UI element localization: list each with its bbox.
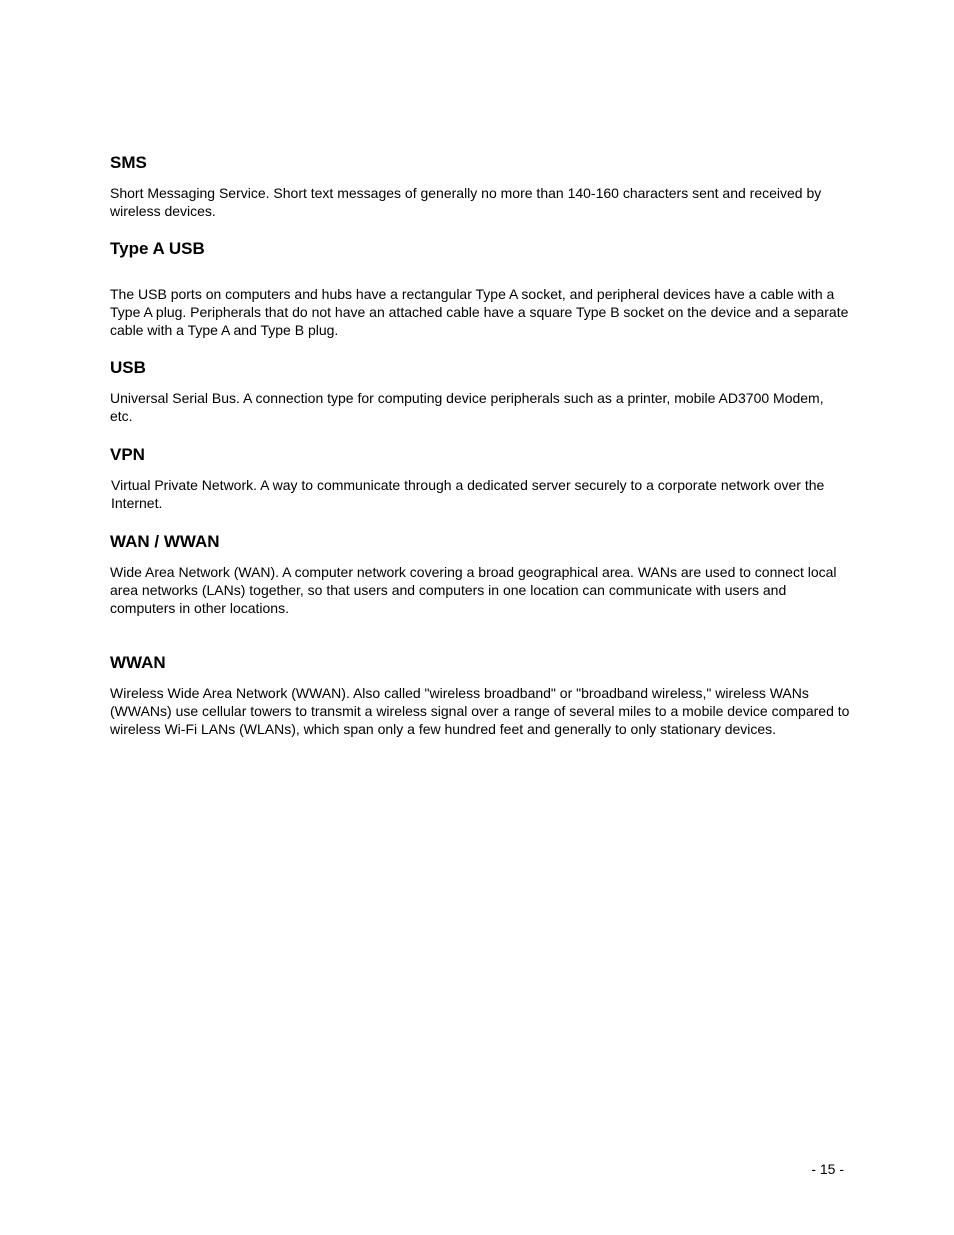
glossary-term-wwan: WWAN bbox=[110, 653, 166, 672]
glossary-term-type-a-usb: Type A USB bbox=[110, 239, 205, 258]
glossary-definition-wan-wwan: Wide Area Network (WAN). A computer network covering a broad geographical area. WANs are used to connect local area networks (LANs) together, so that users and computers in one location can communicate with users and computers in other locations. bbox=[110, 564, 837, 616]
glossary-term-sms: SMS bbox=[110, 153, 147, 172]
glossary-definition-vpn: Virtual Private Network. A way to communicate through a dedicated server securely to a corporate network over the Internet. bbox=[111, 477, 825, 511]
glossary-definition-sms: Short Messaging Service. Short text messages of generally no more than 140-160 characters sent and received by wireless devices. bbox=[110, 185, 822, 219]
glossary-term-usb: USB bbox=[110, 358, 146, 377]
glossary-term-vpn: VPN bbox=[110, 445, 145, 464]
glossary-definition-wwan: Wireless Wide Area Network (WWAN). Also called "wireless broadband" or "broadband wireless," wireless WANs (WWANs) use cellular towers to transmit a wireless signal over a range of several miles to a mobile device compared to wireless Wi-Fi LANs (WLANs), which span only a few hundred feet and generally to only stationary devices. bbox=[110, 685, 850, 737]
glossary-definition-usb: Universal Serial Bus. A connection type for computing device peripherals such as a printer, mobile AD3700 Modem, etc. bbox=[110, 390, 824, 424]
page-number: - 15 - bbox=[811, 1161, 844, 1177]
glossary-definition-type-a-usb: The USB ports on computers and hubs have a rectangular Type A socket, and peripheral devices have a cable with a Type A plug. Peripherals that do not have an attached cable have a square Type B socket on the device and a separate cable with a Type A and Type B plug. bbox=[110, 286, 849, 338]
glossary-term-wan-wwan: WAN / WWAN bbox=[110, 532, 220, 551]
